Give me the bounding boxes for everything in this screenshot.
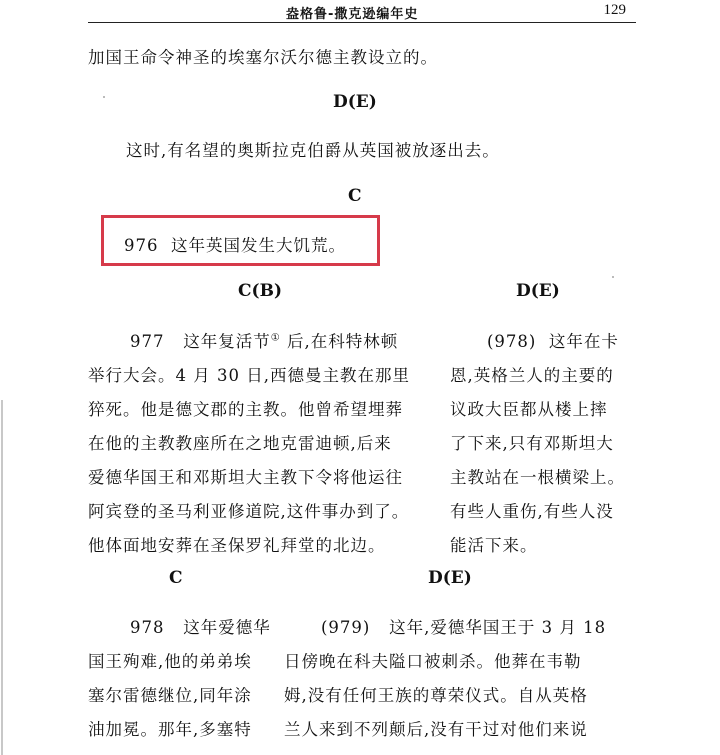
entry-979-line: (979) 这年,爱德华国王于 3 月 18 [321, 618, 607, 637]
column-heading-de-2: D(E) [428, 568, 472, 588]
de-entry-text: 这时,有名望的奥斯拉克伯爵从英国被放逐出去。 [126, 141, 500, 160]
running-title: 盎格鲁-撒克逊编年史 [286, 7, 419, 22]
left-column-line: 举行大会。4 月 30 日,西德曼主教在那里 [88, 366, 410, 385]
entry-978-line: 978 这年爱德华 [130, 618, 271, 637]
intro-line: 加国王命令神圣的埃塞尔沃尔德主教设立的。 [88, 48, 438, 67]
column-heading-de: D(E) [516, 281, 560, 301]
scan-speck [612, 276, 614, 278]
right-column-line: 恩,英格兰人的主要的 [450, 366, 614, 385]
right-column-line: (978) 这年在卡 [487, 332, 619, 351]
right-column-line: 主教站在一根横梁上。 [450, 468, 625, 487]
right-column-line: 兰人来到不列颠后,没有干过对他们来说 [284, 720, 588, 739]
entry-977-tail: 后,在科特林顿 [280, 332, 399, 351]
right-column-line: 能活下来。 [450, 536, 538, 555]
right-column-line: 姆,没有任何王族的尊荣仪式。自从英格 [284, 686, 588, 705]
entry-977-start: 977 这年复活节 [130, 332, 271, 351]
right-column-line: 了下来,只有邓斯坦大 [450, 434, 614, 453]
running-header [88, 0, 636, 23]
entry-976-text: 976 这年英国发生大饥荒。 [124, 236, 346, 255]
left-column-line: 他体面地安葬在圣保罗礼拜堂的北边。 [88, 536, 386, 555]
column-heading-cb: C(B) [238, 281, 282, 301]
right-column-line: 议政大臣都从楼上摔 [450, 400, 608, 419]
section-heading-de: D(E) [333, 92, 377, 112]
right-column-line: 有些人重伤,有些人没 [450, 502, 614, 521]
left-column-line: 塞尔雷德继位,同年涂 [88, 686, 252, 705]
footnote-marker: ① [270, 332, 281, 344]
page-number: 129 [603, 2, 626, 18]
left-column-line: 在他的主教教座所在之地克雷迪顿,后来 [88, 434, 392, 453]
column-heading-c: C [169, 568, 183, 588]
scan-edge-line [1, 400, 3, 755]
entry-977-line [130, 328, 398, 352]
scan-speck [103, 96, 105, 98]
left-column-line: 油加冕。那年,多塞特 [88, 720, 252, 739]
section-heading-c: C [348, 186, 362, 206]
left-column-line: 爱德华国王和邓斯坦大主教下令将他运往 [88, 468, 403, 487]
left-column-line: 猝死。他是德文郡的主教。他曾希望埋葬 [88, 400, 403, 419]
left-column-line: 国王殉难,他的弟弟埃 [88, 652, 252, 671]
right-column-line: 日傍晚在科夫隘口被刺杀。他葬在韦勒 [284, 652, 582, 671]
left-column-line: 阿宾登的圣马利亚修道院,这件事办到了。 [88, 502, 410, 521]
